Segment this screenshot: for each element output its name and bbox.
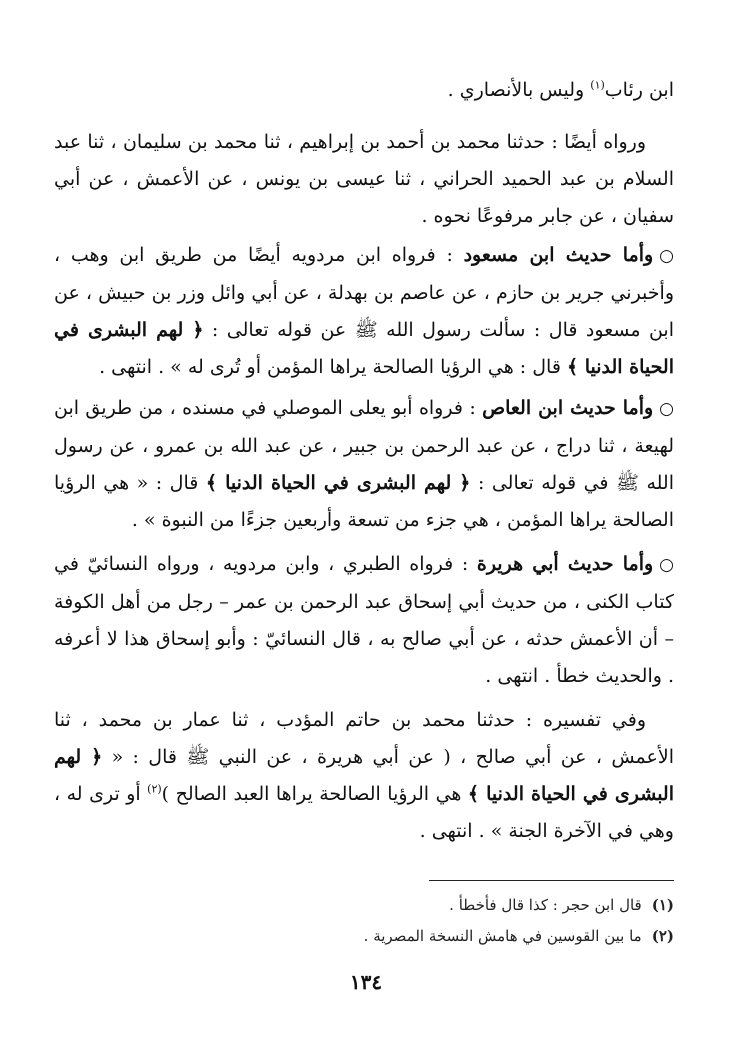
footnote-number: (١) [651, 896, 674, 914]
section-heading: وأما حديث ابن العاص [482, 397, 654, 419]
paragraph-ibn-al-as-text [54, 390, 674, 539]
footnote-ref-2[interactable]: (٢) [147, 782, 162, 796]
quran-verse: ﴿ لهم البشرى في الحياة الدنيا ﴾ [54, 319, 674, 378]
opening-name: ابن رئاب [604, 79, 674, 101]
footnote-1 [54, 890, 674, 921]
footnotes [54, 890, 674, 952]
paragraph-1-text: ورواه أيضًا : حدثنا محمد بن أحمد بن إبراهيم ، ثنا محمد بن سليمان ، ثنا عبد السلام بن عبد الحميد الحراني ، ثنا عيسى بن يونس ، عن الأعمش ، عن أبي سفيان ، عن جابر مرفوعًا نحوه . [54, 131, 674, 227]
paragraph-abu-hurayra [54, 546, 674, 695]
paragraph-ibn-masud-text [54, 237, 674, 386]
footnote-number: (٢) [651, 927, 674, 945]
body-text: وفي تفسيره : حدثنا محمد بن حاتم المؤدب ، ثنا عمار بن محمد ، ثنا الأعمش ، عن أبي صالح ، ( عن أبي هريرة ، عن النبي ﷺ قال : « [54, 709, 674, 768]
body-text: قال : « هي الرؤيا الصالحة يراها المؤمن ، هي جزء من تسعة وأربعين جزءًا من النبوة » . [54, 472, 674, 531]
footnote-2 [54, 921, 674, 952]
paragraph-1 [54, 124, 674, 235]
body-text: : فرواه أبو يعلى الموصلي في مسنده ، من طريق ابن لهيعة ، ثنا دراج ، عن عبد الرحمن بن جبير ، عن عبد الله بن عمرو ، عن رسول الله ﷺ في قوله تعالى : [54, 397, 675, 494]
section-heading: وأما حديث ابن مسعود [463, 244, 654, 266]
opening-tail: وليس بالأنصاري . [447, 79, 591, 101]
paragraph-tafsir-text [54, 702, 674, 850]
paragraph-ibn-al-as [54, 390, 674, 539]
opening-line-text [54, 72, 674, 109]
footnote-ref-1[interactable]: (١) [590, 78, 605, 92]
footnote-text: قال ابن حجر : كذا قال فأخطأ . [449, 896, 642, 914]
opening-line [54, 72, 674, 109]
footnote-text: ما بين القوسين في هامش النسخة المصرية . [363, 927, 642, 945]
paragraph-tafsir [54, 702, 674, 850]
body-text: قال : هي الرؤيا الصالحة يراها المؤمن أو تُرى له » . انتهى . [99, 356, 567, 378]
body-text: : فرواه الطبري ، وابن مردويه ، ورواه النسائيّ في كتاب الكنى ، من حديث أبي إسحاق عبد الرحمن بن عمر – رجل من أهل الكوفة – أن الأعمش حدثه ، عن أبي صالح به ، قال النسائيّ : وأبو إسحاق هذا لا أعرفه . والحديث خطأ . انتهى . [54, 553, 674, 687]
section-heading: وأما حديث أبي هريرة [476, 553, 654, 575]
quran-verse: ﴿ لهم البشرى في الحياة الدنيا ﴾ [54, 746, 674, 805]
page-number: ١٣٤ [349, 970, 383, 994]
body-text: هي الرؤيا الصالحة يراها العبد الصالح ) [161, 783, 468, 805]
circle-bullet-icon: ○ [659, 399, 675, 419]
circle-bullet-icon: ○ [659, 246, 674, 266]
body-text: : فرواه ابن مردويه أيضًا من طريق ابن وهب ، وأخبرني جرير بن حازم ، عن عاصم بن بهدلة ، عن أبي وائل وزر بن حبيش ، عن ابن مسعود قال : سألت رسول الله ﷺ عن قوله تعالى : [54, 244, 674, 341]
paragraph-ibn-masud [54, 237, 674, 386]
quran-verse: ﴿ لهم البشرى في الحياة الدنيا ﴾ [205, 472, 471, 494]
circle-bullet-icon: ○ [659, 555, 674, 575]
paragraph-abu-hurayra-text [54, 546, 674, 695]
body-text: أو ترى له ، وهي في الآخرة الجنة » . انتهى . [54, 783, 674, 842]
footnote-divider [429, 880, 674, 881]
